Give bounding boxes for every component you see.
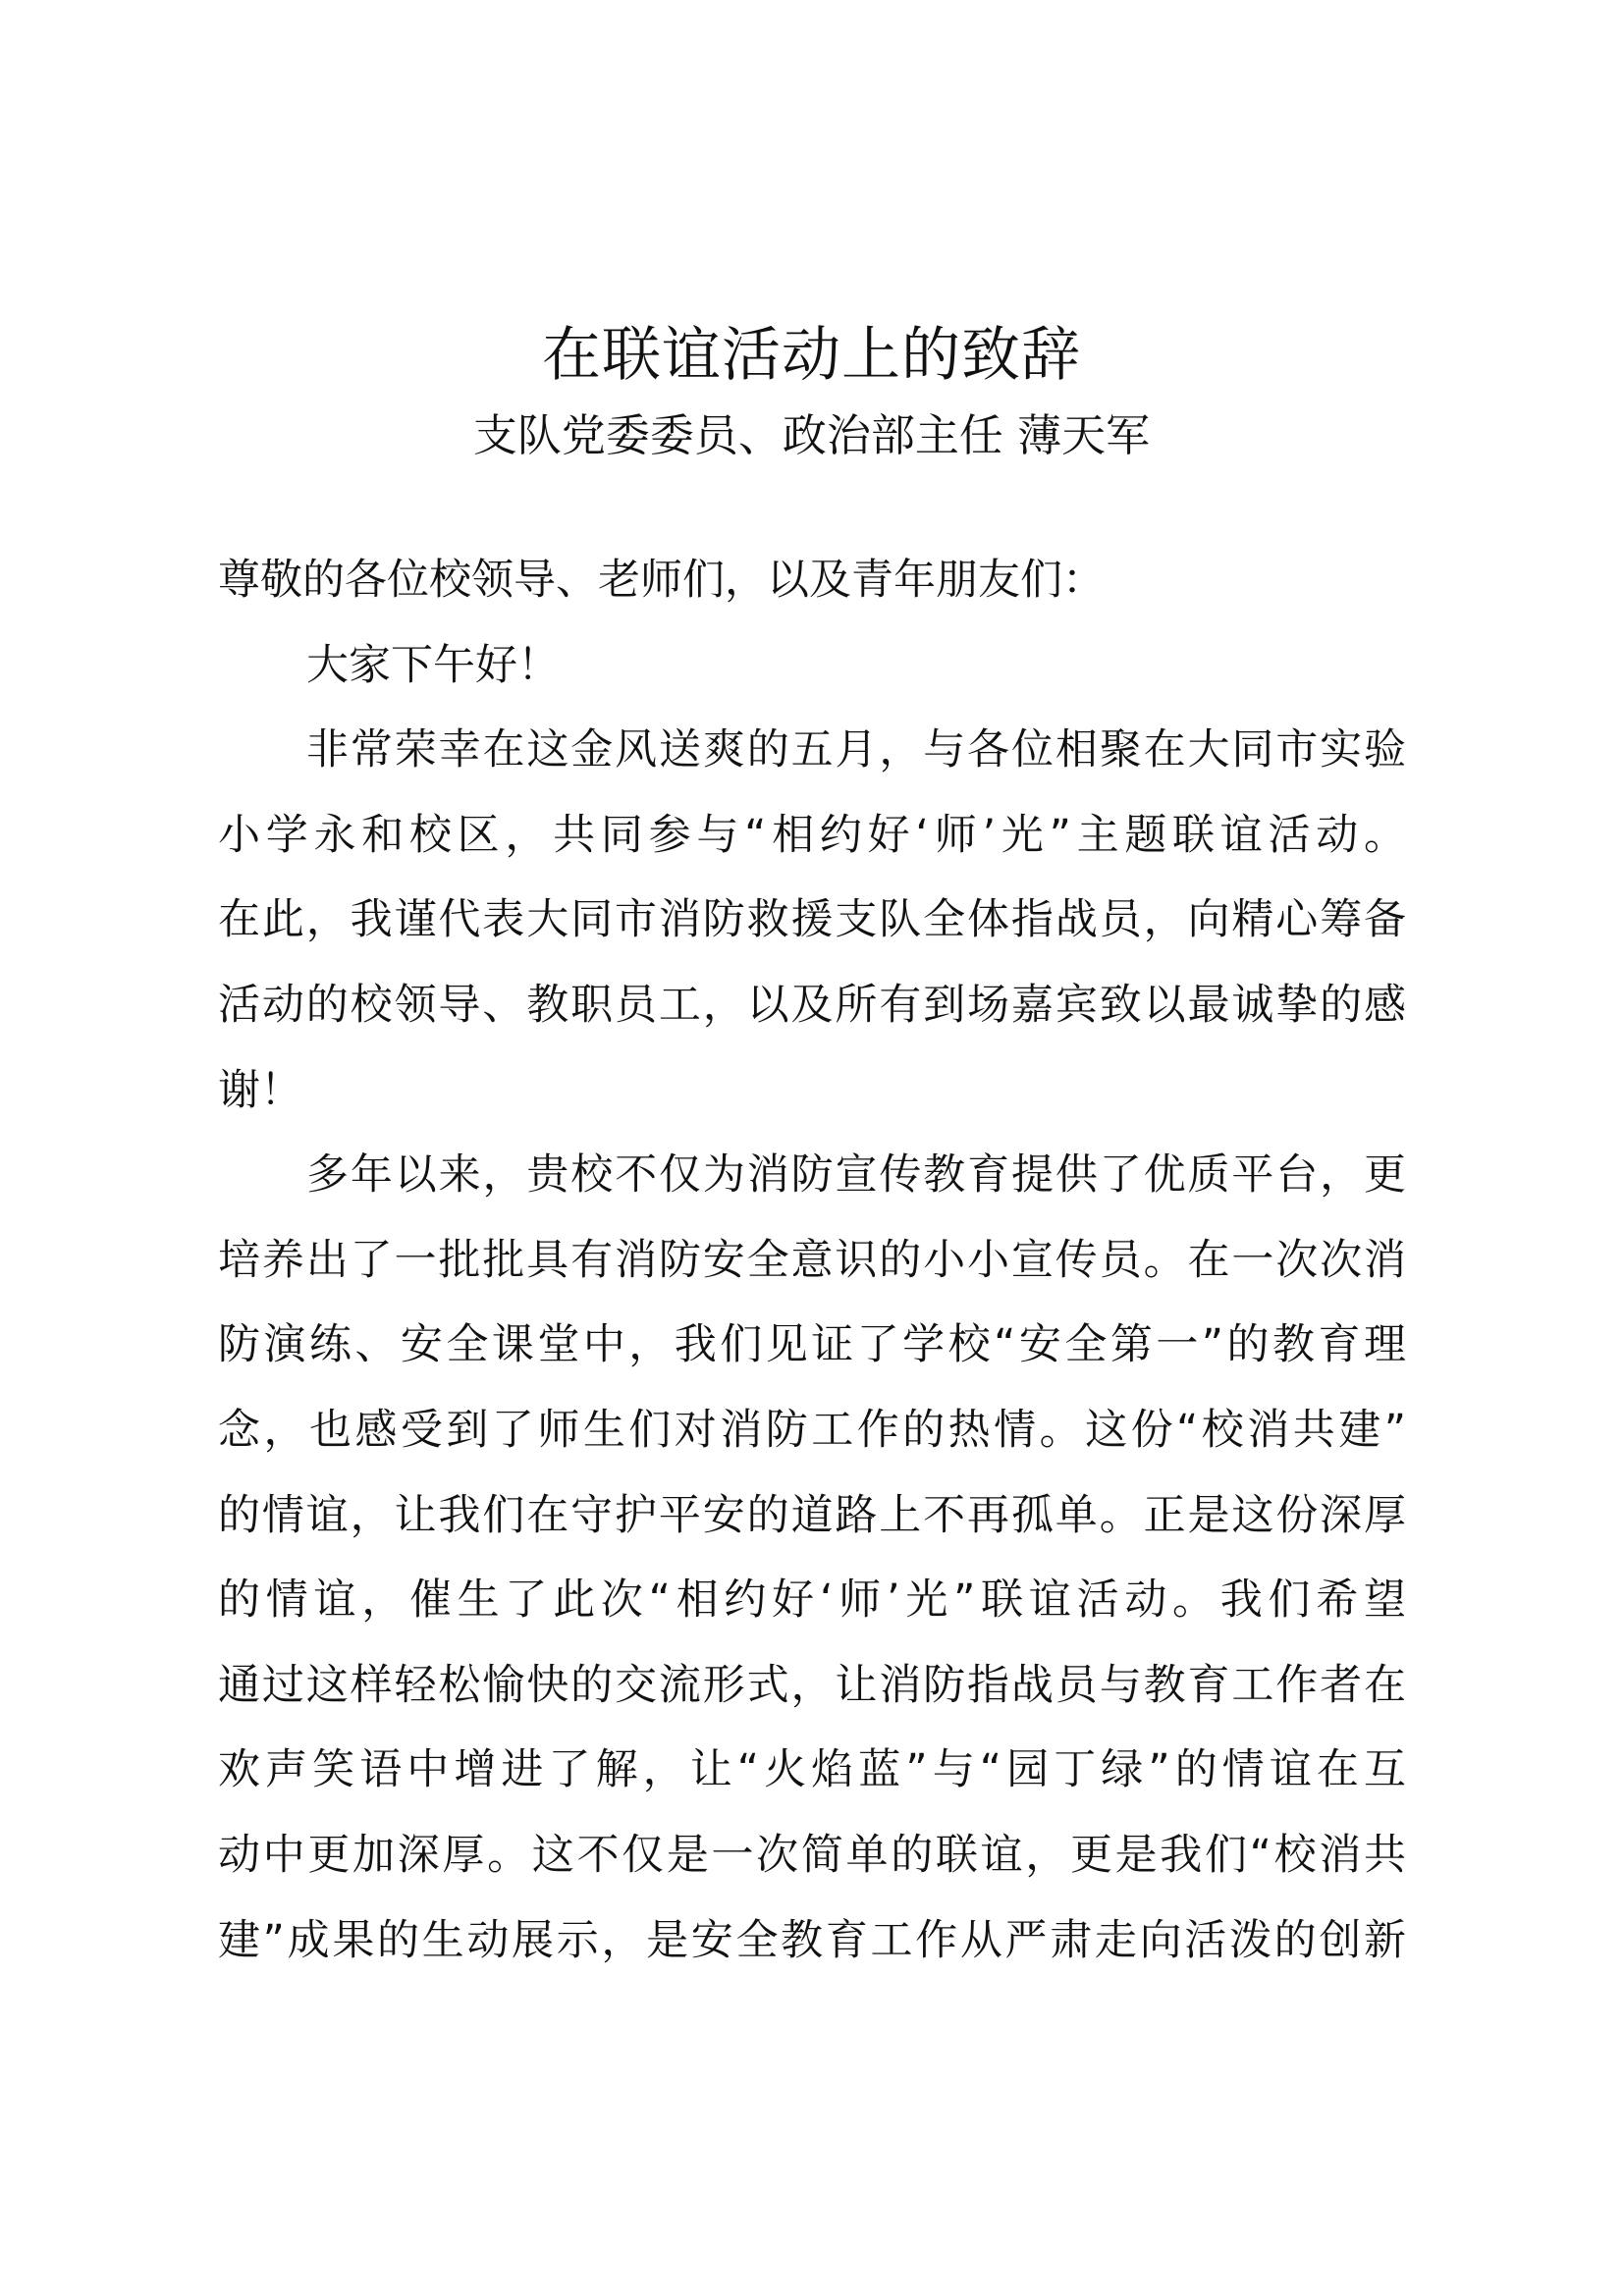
paragraph-2-line-4: 念，也感受到了师生们对消防工作的热情。这份“校消共建”	[218, 1405, 1406, 1455]
paragraph-2-line-10: 建”成果的生动展示，是安全教育工作从严肃走向活泼的创新	[218, 1915, 1406, 1965]
paragraph-1-line-4: 活动的校领导、教职员工，以及所有到场嘉宾致以最诚挚的感	[218, 980, 1406, 1030]
document-body	[218, 538, 1406, 1983]
paragraph-2-line-3: 防演练、安全课堂中，我们见证了学校“安全第一”的教育理	[218, 1320, 1406, 1370]
paragraph-2-line-1: 多年以来，贵校不仅为消防宣传教育提供了优质平台，更	[306, 1150, 1406, 1201]
paragraph-2-line-6: 的情谊，催生了此次“相约好‘师’光”联谊活动。我们希望	[218, 1575, 1406, 1626]
document-subtitle: 支队党委委员、政治部主任 薄天军	[472, 409, 1151, 461]
document-title: 在联谊活动上的致辞	[542, 321, 1081, 390]
paragraph-2-line-8: 欢声笑语中增进了解，让“火焰蓝”与“园丁绿”的情谊在互	[218, 1745, 1406, 1795]
salutation-line: 尊敬的各位校领导、老师们，以及青年朋友们：	[218, 556, 1105, 605]
paragraph-1-line-2: 小学永和校区，共同参与“相约好‘师’光”主题联谊活动。	[218, 810, 1406, 860]
greeting-line: 大家下午好！	[306, 640, 560, 690]
paragraph-1-line-3: 在此，我谨代表大同市消防救援支队全体指战员，向精心筹备	[218, 895, 1406, 945]
paragraph-1-line-1: 非常荣幸在这金风送爽的五月，与各位相聚在大同市实验	[306, 725, 1406, 775]
paragraph-1-line-5: 谢！	[218, 1065, 302, 1115]
paragraph-2-line-2: 培养出了一批批具有消防安全意识的小小宣传员。在一次次消	[218, 1235, 1406, 1285]
paragraph-2-line-5: 的情谊，让我们在守护平安的道路上不再孤单。正是这份深厚	[218, 1490, 1406, 1540]
paragraph-2-line-9: 动中更加深厚。这不仅是一次简单的联谊，更是我们“校消共	[218, 1830, 1406, 1880]
paragraph-2-line-7: 通过这样轻松愉快的交流形式，让消防指战员与教育工作者在	[218, 1660, 1406, 1710]
